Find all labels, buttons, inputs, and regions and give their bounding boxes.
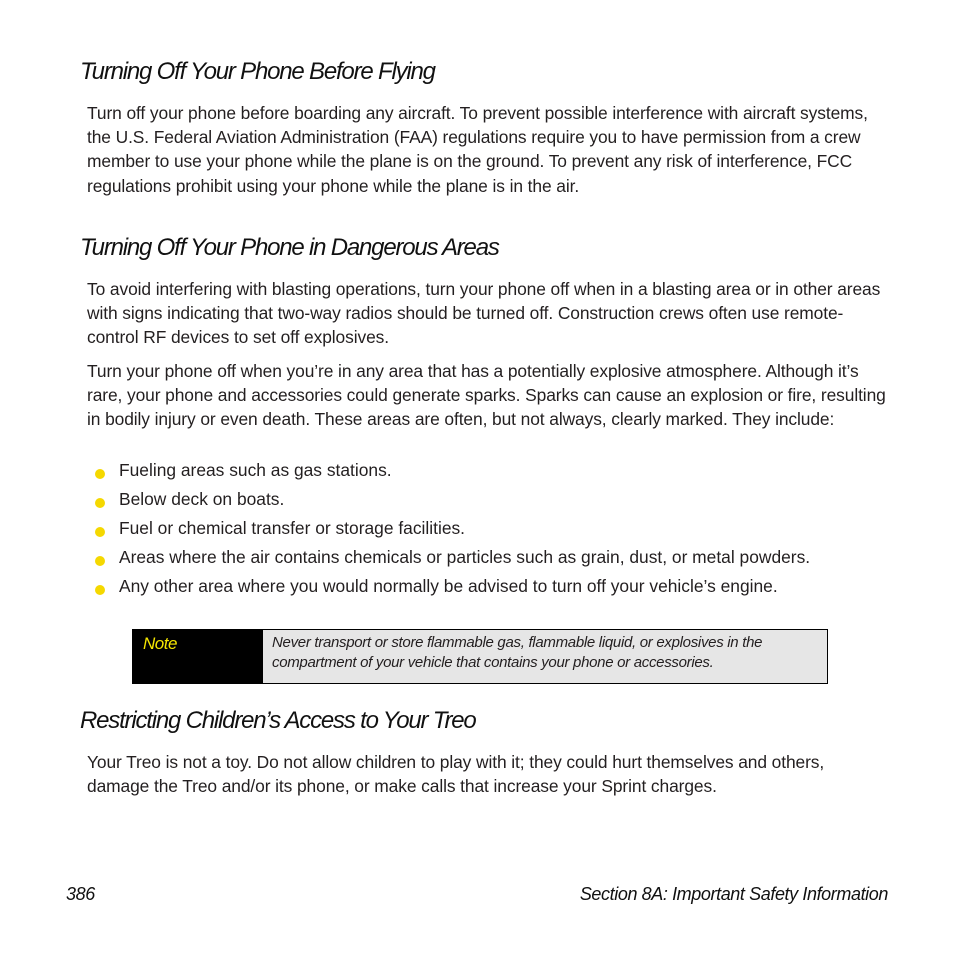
paragraph-children: Your Treo is not a toy. Do not allow children to play with it; they could hurt themselves and others, damage the Treo and/or its phone, or make calls that increase your Sprint charges. xyxy=(87,752,825,797)
note-box xyxy=(132,629,828,684)
bullet-icon xyxy=(95,469,105,479)
hazard-list xyxy=(87,458,907,603)
page-number: 386 xyxy=(66,884,95,904)
bullet-icon xyxy=(95,556,105,566)
bullet-icon xyxy=(95,498,105,508)
list-item: Fueling areas such as gas stations. xyxy=(87,458,907,487)
note-text: Never transport or store flammable gas, flammable liquid, or explosives in the compartment of your vehicle that contains your phone or accessories. xyxy=(263,630,827,683)
list-item: Areas where the air contains chemicals or particles such as grain, dust, or metal powders. xyxy=(87,545,907,574)
paragraph-flying: Turn off your phone before boarding any aircraft. To prevent possible interference with aircraft systems, the U.S. Federal Aviation Administration (FAA) regulations require you to have permission from a crew member to use your phone while the plane is on the ground. To prevent any risk of interference, FCC regulations prohibit using your phone while the plane is in the air. xyxy=(87,103,868,196)
bullet-icon xyxy=(95,527,105,537)
list-item: Below deck on boats. xyxy=(87,487,907,516)
paragraph-explosive-atmosphere: Turn your phone off when you’re in any area that has a potentially explosive atmosphere. Although it’s rare, your phone and accessories could generate sparks. Sparks can cause an explosion or fire, resulting in bodily injury or even death. These areas are often, but not always, clearly marked. They include: xyxy=(87,361,886,430)
paragraph-blasting: To avoid interfering with blasting operations, turn your phone off when in a blasting area or in other areas with signs indicating that two-way radios should be turned off. Construction crews often use remote-control RF devices to set off explosives. xyxy=(87,279,881,348)
list-item: Any other area where you would normally be advised to turn off your vehicle’s engine. xyxy=(87,574,907,603)
note-label: Note xyxy=(133,630,263,683)
section-title: Section 8A: Important Safety Information xyxy=(579,884,888,904)
heading-dangerous-areas: Turning Off Your Phone in Dangerous Areas xyxy=(80,234,499,261)
bullet-icon xyxy=(95,585,105,595)
list-item: Fuel or chemical transfer or storage facilities. xyxy=(87,516,907,545)
heading-children-access: Restricting Children’s Access to Your Treo xyxy=(80,707,476,734)
heading-flying: Turning Off Your Phone Before Flying xyxy=(80,58,435,85)
